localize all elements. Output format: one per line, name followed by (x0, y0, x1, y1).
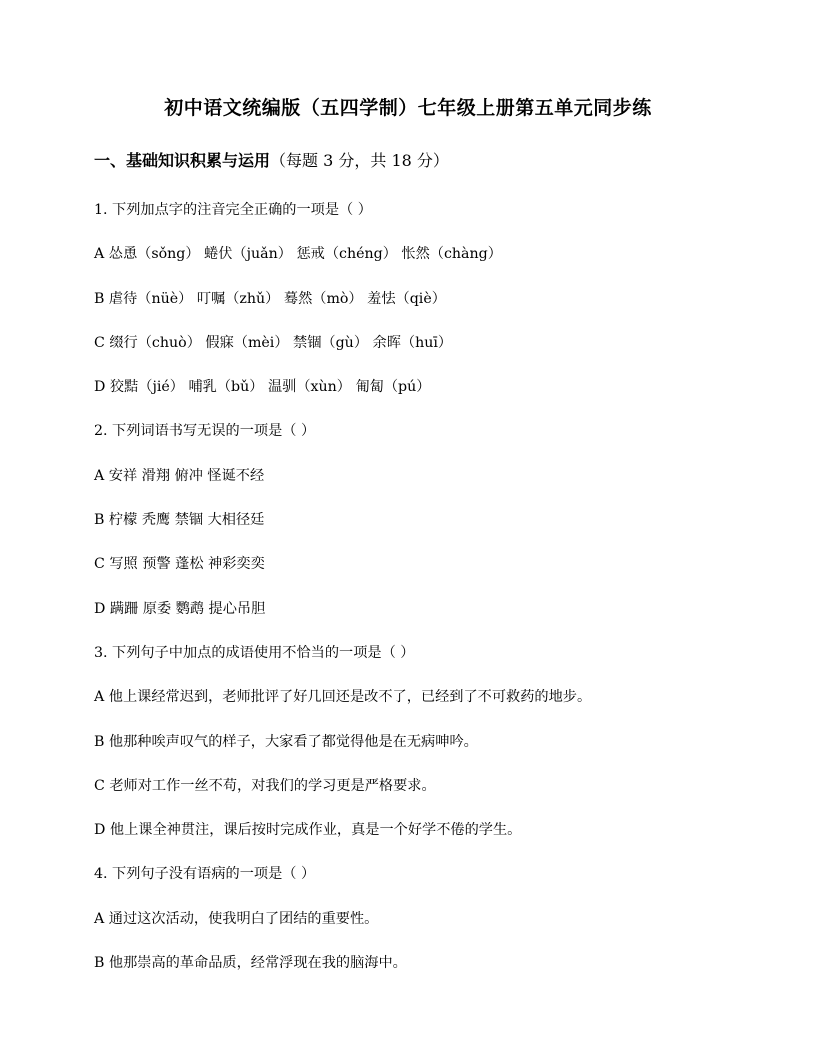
question-4-option-a: A 通过这次活动，使我明白了团结的重要性。 (94, 910, 379, 927)
question-2-option-d: D 蹒跚 原委 鹦鹉 提心吊胆 (94, 600, 266, 617)
question-2-option-c: C 写照 预警 蓬松 神彩奕奕 (94, 556, 265, 573)
question-list (94, 199, 774, 996)
question-3-option-c: C 老师对工作一丝不苟，对我们的学习更是严格要求。 (94, 777, 436, 794)
section-heading (94, 150, 449, 172)
question-1-option-b: B 虐待（nüè） 叮嘱（zhǔ） 蓦然（mò） 羞怯（qiè） (94, 290, 446, 307)
section-heading-text: 一、基础知识积累与运用 (94, 151, 271, 170)
question-1-option-c: C 缀行（chuò） 假寐（mèi） 禁锢（gù） 余晖（huī） (94, 334, 453, 351)
question-1-stem: 1. 下列加点字的注音完全正确的一项是（ ） (94, 202, 372, 218)
question-2-stem: 2. 下列词语书写无误的一项是（ ） (94, 423, 316, 440)
question-3-option-b: B 他那种唉声叹气的样子，大家看了都觉得他是在无病呻吟。 (94, 733, 478, 750)
question-2-option-b: B 柠檬 秃鹰 禁锢 大相径廷 (94, 512, 265, 529)
question-3-option-d: D 他上课全神贯注，课后按时完成作业，真是一个好学不倦的学生。 (94, 822, 522, 839)
question-4-option-b: B 他那崇高的革命品质，经常浮现在我的脑海中。 (94, 955, 407, 972)
question-1-option-d: D 狡黠（jié） 哺乳（bǔ） 温驯（xùn） 匍匐（pú） (94, 379, 431, 396)
section-score-note: （每题 3 分，共 18 分） (270, 151, 449, 170)
question-3-option-a: A 他上课经常迟到，老师批评了好几回还是改不了，已经到了不可救药的地步。 (94, 689, 592, 706)
question-2-option-a: A 安祥 滑翔 俯冲 怪诞不经 (94, 467, 265, 484)
question-3-stem: 3. 下列句子中加点的成语使用不恰当的一项是（ ） (94, 644, 415, 661)
page-title: 初中语文统编版（五四学制）七年级上册第五单元同步练 (164, 97, 652, 119)
question-1-option-a: A 怂恿（sǒng） 蜷伏（juǎn） 惩戒（chéng） 怅然（chàng） (94, 246, 502, 263)
question-4-stem: 4. 下列句子没有语病的一项是（ ） (94, 866, 316, 883)
